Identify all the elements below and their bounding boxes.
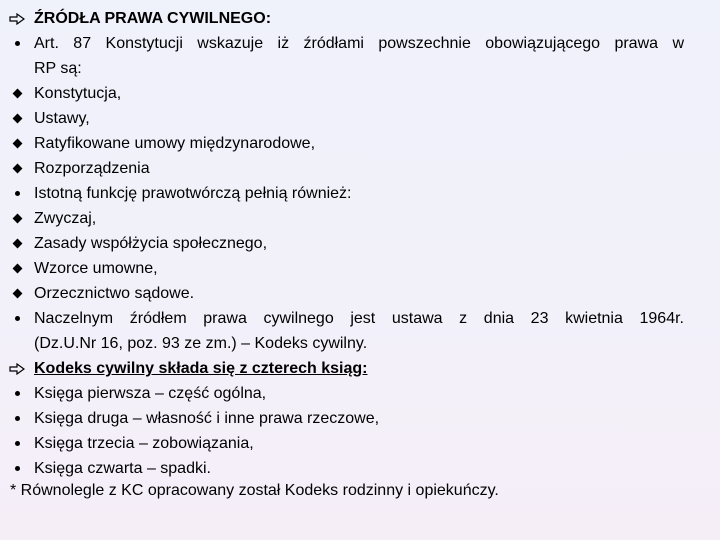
dot-bullet-icon <box>6 381 28 406</box>
list-item <box>0 231 720 256</box>
list-item <box>0 381 720 406</box>
main-source-text: Naczelnym źródłem prawa cywilnego jest ustawa z dnia 23 kwietnia 1964r. <box>34 310 684 327</box>
source-item: Rozporządzenia <box>34 160 150 177</box>
also-item: Wzorce umowne, <box>34 260 158 277</box>
diamond-bullet-icon <box>6 206 28 231</box>
main-source-continuation <box>0 331 720 356</box>
dot-bullet-icon <box>6 431 28 456</box>
diamond-bullet-icon <box>6 81 28 106</box>
also-intro-line <box>0 181 720 206</box>
book-item: Księga trzecia – zobowiązania, <box>34 435 254 452</box>
diamond-bullet-icon <box>6 231 28 256</box>
list-item <box>0 206 720 231</box>
hollow-arrow-icon <box>6 356 28 381</box>
list-item <box>0 431 720 456</box>
art87-continuation <box>0 56 720 81</box>
diamond-bullet-icon <box>6 131 28 156</box>
dot-bullet-icon <box>6 306 28 331</box>
list-item <box>0 81 720 106</box>
source-item: Ustawy, <box>34 110 90 127</box>
section-heading: ŹRÓDŁA PRAWA CYWILNEGO: <box>34 10 272 27</box>
also-item: Zwyczaj, <box>34 210 97 227</box>
list-item <box>0 106 720 131</box>
source-item: Ratyfikowane umowy międzynarodowe, <box>34 135 316 152</box>
art87-line <box>0 31 720 56</box>
list-item <box>0 256 720 281</box>
dot-bullet-icon <box>6 31 28 56</box>
diamond-bullet-icon <box>6 256 28 281</box>
main-source-text-cont: (Dz.U.Nr 16, poz. 93 ze zm.) – Kodeks cywilny. <box>34 335 368 352</box>
list-item <box>0 281 720 306</box>
books-heading-line <box>0 356 720 381</box>
art87-text-cont: RP są: <box>34 60 82 77</box>
dot-bullet-icon <box>6 406 28 431</box>
also-item: Zasady współżycia społecznego, <box>34 235 268 252</box>
diamond-bullet-icon <box>6 156 28 181</box>
books-heading: Kodeks cywilny składa się z czterech ksiąg: <box>34 360 368 377</box>
list-item <box>0 131 720 156</box>
dot-bullet-icon <box>6 181 28 206</box>
diamond-bullet-icon <box>6 281 28 306</box>
book-item: Księga druga – własność i inne prawa rzeczowe, <box>34 410 380 427</box>
main-source-line <box>0 306 720 331</box>
also-item: Orzecznictwo sądowe. <box>34 285 195 302</box>
hollow-arrow-icon <box>6 6 28 31</box>
book-item: Księga pierwsza – część ogólna, <box>34 385 267 402</box>
book-item: Księga czwarta – spadki. <box>34 460 211 477</box>
list-item <box>0 406 720 431</box>
also-intro-text: Istotną funkcję prawotwórczą pełnią również: <box>34 185 352 202</box>
source-item: Konstytucja, <box>34 85 122 102</box>
heading-line <box>0 6 720 31</box>
diamond-bullet-icon <box>6 106 28 131</box>
footnote: * Równolegle z KC opracowany został Kodeks rodzinny i opiekuńczy. <box>10 482 499 499</box>
art87-text: Art. 87 Konstytucji wskazuje iż źródłami powszechnie obowiązującego prawa w <box>34 35 684 52</box>
list-item <box>0 156 720 181</box>
